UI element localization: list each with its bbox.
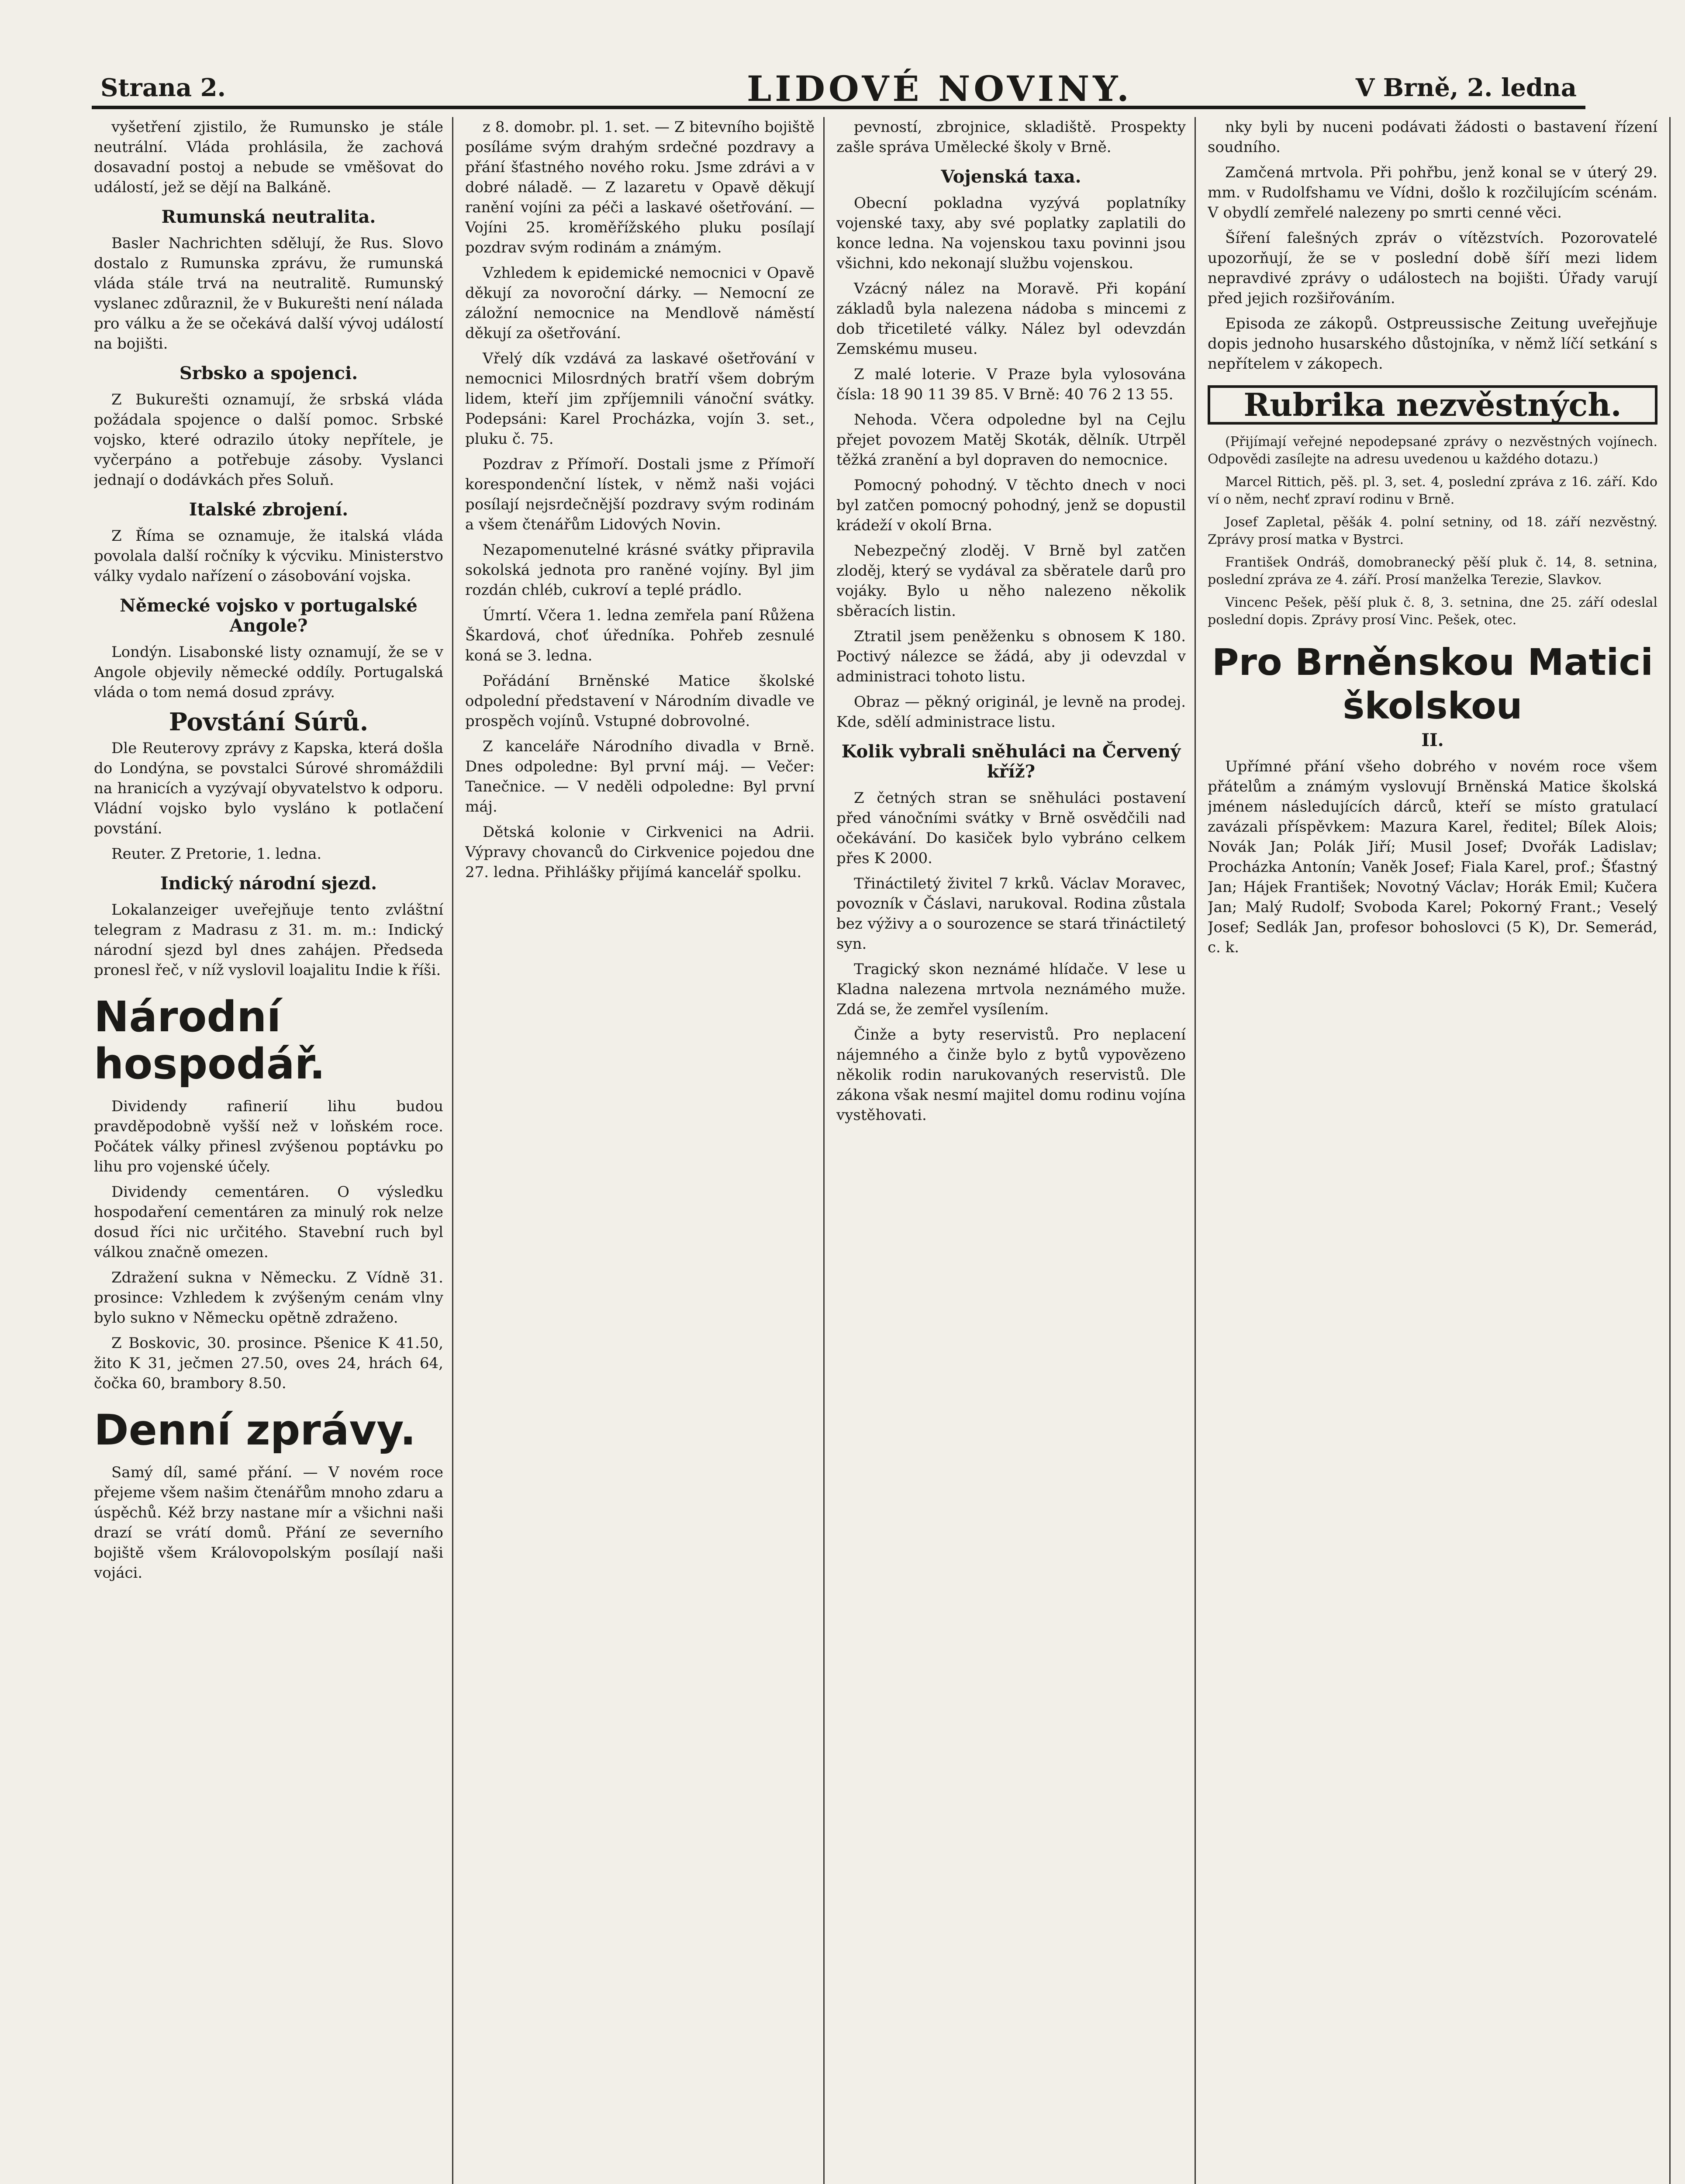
section-heading: Povstání Súrů.	[169, 708, 369, 736]
notice-paragraph: (Přijímají veřejné nepodepsané zprávy o nezvěstných vojínech. Odpovědi zasílejte na adresu uvedenou u každého dotazu.)	[1208, 434, 1657, 467]
masthead-title: LIDOVÉ NOVINY.	[747, 68, 1133, 109]
article-paragraph: nky byli by nuceni podávati žádosti o bastavení řízení soudního.	[1208, 118, 1657, 156]
article-paragraph: Dividendy rafinerií lihu budou pravděpodobně vyšší než v loňském roce. Počátek války přinesl zvýšenou poptávku po lihu pro vojenské účely.	[94, 1098, 443, 1175]
column-4	[1208, 117, 1657, 2184]
section-heading: Italské zbrojení.	[189, 499, 349, 520]
section-heading: Rumunská neutralita.	[161, 207, 376, 227]
article-paragraph: Šíření falešných zpráv o vítězstvích. Pozorovatelé upozorňují, že se v poslední době šíří mezi lidem nepravdivé zprávy o událostech na bojišti. Úřady varují před jejich rozšiřováním.	[1208, 229, 1657, 307]
section-heading: Kolik vybrali sněhuláci na Červený kříž?	[841, 741, 1181, 782]
section-heading: Vojenská taxa.	[941, 166, 1081, 187]
article-paragraph: Vřelý dík vzdává za laskavé ošetřování v nemocnici Milosrdných bratří všem dobrým lidem, kteří jim zpříjemnili vánoční svátky. Podepsáni: Karel Procházka, vojín 3. set., pluku č. 75.	[465, 350, 815, 448]
article-paragraph: Ztratil jsem peněženku s obnosem K 180. Poctivý nálezce se žádá, aby ji odevzdal v administraci tohoto listu.	[836, 628, 1186, 685]
section-heading: Srbsko a spojenci.	[179, 363, 358, 384]
article-paragraph: Pozdrav z Přímoří. Dostali jsme z Přímoří korespondenční lístek, v němž naši vojáci posílají nejsrdečnější pozdravy svým rodinám a všem čtenářům Lidových Novin.	[465, 456, 815, 533]
article-paragraph: Zamčená mrtvola. Při pohřbu, jenž konal se v úterý 29. mm. v Rudolfshamu ve Vídni, došlo k rozčilujícím scénám. V obydlí zemřelé nalezeny po smrti cenné věci.	[1208, 164, 1657, 221]
column-rule	[823, 117, 825, 2184]
article-paragraph: z 8. domobr. pl. 1. set. — Z bitevního bojiště posíláme svým drahým srdečné pozdravy a přání šťastného nového roku. Jsme zdrávi a v dobré náladě. — Z lazaretu v Opavě děkují ranění vojíni za péči a laskavé ošetřování. — Vojíni 25. kroměřížského pluku posílají pozdrav svým rodinám a známým.	[465, 118, 815, 256]
article-paragraph: Nehoda. Včera odpoledne byl na Cejlu přejet povozem Matěj Skoták, dělník. Utrpěl těžká zranění a byl dopraven do nemocnice.	[836, 411, 1186, 469]
column-2	[465, 117, 815, 2184]
article-paragraph: Tragický skon neznámé hlídače. V lese u Kladna nalezena mrtvola neznámého muže. Zdá se, že zemřel vysílením.	[836, 961, 1186, 1018]
article-paragraph: Z Říma se oznamuje, že italská vláda povolala další ročníky k výcviku. Ministerstvo války vydalo nařízení o zásobování vojska.	[94, 527, 443, 585]
section-banner: Pro Brněnskou Matici školskou	[1212, 641, 1654, 727]
section-banner: Denní zprávy.	[94, 1406, 416, 1455]
article-paragraph: Obraz — pěkný originál, je levně na prodej. Kde, sdělí administrace listu.	[836, 693, 1186, 731]
page-header	[92, 66, 1585, 109]
notice-paragraph: František Ondráš, domobranecký pěší pluk č. 14, 8. setnina, poslední zpráva ze 4. září. Prosí manželka Terezie, Slavkov.	[1208, 555, 1657, 587]
boxed-heading: Rubrika nezvěstných.	[1208, 385, 1657, 425]
section-banner: Národní hospodář.	[94, 992, 325, 1089]
article-paragraph: Pomocný pohodný. V těchto dnech v noci byl zatčen pomocný pohodný, jenž se dopustil krádeží v okolí Brna.	[836, 477, 1186, 534]
issue-date: V Brně, 2. ledna	[1355, 73, 1577, 102]
adjacent-page-edge	[1669, 117, 1684, 2184]
notice-paragraph: Marcel Rittich, pěš. pl. 3, set. 4, poslední zpráva z 16. září. Kdo ví o něm, nechť zpraví rodinu v Brně.	[1208, 474, 1657, 507]
article-paragraph: vyšetření zjistilo, že Rumunsko je stále neutrální. Vláda prohlásila, že zachová dosavadní postoj a nebude se vměšovat do událostí, jež se dějí na Balkáně.	[94, 118, 443, 196]
article-paragraph: Zdražení sukna v Německu. Z Vídně 31. prosince: Vzhledem k zvýšeným cenám vlny bylo sukno v Německu opětně zdraženo.	[94, 1269, 443, 1327]
article-paragraph: Dětská kolonie v Cirkvenici na Adrii. Výpravy chovanců do Cirkvenice pojedou dne 27. ledna. Přihlášky přijímá kancelář spolku.	[465, 823, 815, 881]
column-3	[836, 117, 1186, 2184]
section-heading: Německé vojsko v portugalské Angole?	[120, 595, 418, 636]
section-number: II.	[1421, 730, 1444, 750]
notice-paragraph: Vincenc Pešek, pěší pluk č. 8, 3. setnina, dne 25. září odeslal poslední dopis. Zprávy prosí Vinc. Pešek, otec.	[1208, 595, 1657, 628]
article-paragraph: Z kanceláře Národního divadla v Brně. Dnes odpoledne: Byl první máj. — Večer: Tanečnice. — V neděli odpoledne: Byl první máj.	[465, 738, 815, 816]
column-rule	[1195, 117, 1196, 2184]
article-paragraph: pevností, zbrojnice, skladiště. Prospekty zašle správa Umělecké školy v Brně.	[836, 118, 1186, 156]
article-paragraph: Samý díl, samé přání. — V novém roce přejeme všem našim čtenářům mnoho zdaru a úspěchů. Kéž brzy nastane mír a všichni naši drazí se vrátí domů. Přání ze severního bojiště všem Královopolským posílají naši vojáci.	[94, 1464, 443, 1582]
article-paragraph: Londýn. Lisabonské listy oznamují, že se v Angole objevily německé oddíly. Portugalská vláda o tom nemá dosud zprávy.	[94, 643, 443, 701]
article-paragraph: Basler Nachrichten sdělují, že Rus. Slovo dostalo z Rumunska zprávu, že rumunská vláda stále trvá na neutralitě. Rumunský vyslanec zdůraznil, že v Bukurešti není nálada pro válku a že se očekává další vývoj událostí na bojišti.	[94, 235, 443, 352]
article-paragraph: Nezapomenutelné krásné svátky připravila sokolská jednota pro raněné vojíny. Byl jim rozdán chléb, cukroví a teplé prádlo.	[465, 541, 815, 599]
article-paragraph: Vzácný nález na Moravě. Při kopání základů byla nalezena nádoba s mincemi z dob třicetileté války. Nález byl odevzdán Zemskému museu.	[836, 280, 1186, 358]
article-paragraph: Třináctiletý živitel 7 krků. Václav Moravec, povozník v Čáslavi, narukoval. Rodina zůstala bez výživy a o sourozence se stará třináctiletý syn.	[836, 875, 1186, 953]
page-number: Strana 2.	[100, 73, 226, 102]
article-paragraph: Nebezpečný zloděj. V Brně byl zatčen zloděj, který se vydával za sběratele darů pro vojáky. Bylo u něho nalezeno několik sběracích listin.	[836, 542, 1186, 620]
column-1	[94, 117, 443, 2184]
article-paragraph: Z četných stran se sněhuláci postavení před vánočními svátky v Brně osvědčili nad očekávání. Do kasiček bylo vybráno celkem přes K 2000.	[836, 789, 1186, 867]
article-paragraph: Vzhledem k epidemické nemocnici v Opavě děkují za novoroční dárky. — Nemocní ze záložní nemocnice na Mendlově náměstí děkují za ošetřování.	[465, 264, 815, 342]
section-heading: Indický národní sjezd.	[160, 873, 377, 894]
article-paragraph: Z Boskovic, 30. prosince. Pšenice K 41.50, žito K 31, ječmen 27.50, oves 24, hrách 64, čočka 60, brambory 8.50.	[94, 1334, 443, 1392]
article-paragraph: Z malé loterie. V Praze byla vylosována čísla: 18 90 11 39 85. V Brně: 40 76 2 13 55.	[836, 366, 1186, 403]
article-paragraph: Úmrtí. Včera 1. ledna zemřela paní Růžena Škardová, choť úředníka. Pohřeb zesnulé koná se 3. ledna.	[465, 607, 815, 664]
article-paragraph: Pořádání Brněnské Matice školské odpolední představení v Národním divadle ve prospěch vojínů. Vstupné dobrovolné.	[465, 672, 815, 730]
article-paragraph: Episoda ze zákopů. Ostpreussische Zeitung uveřejňuje dopis jednoho husarského důstojníka, v němž líčí setkání s nepřítelem v zákopech.	[1208, 315, 1657, 373]
article-paragraph: Dle Reuterovy zprávy z Kapska, která došla do Londýna, se povstalci Súrové shromáždili na hranicích a vyzývají obyvatelstvo k odporu. Vládní vojsko bylo vysláno k potlačení povstání.	[94, 740, 443, 837]
article-paragraph: Lokalanzeiger uveřejňuje tento zvláštní telegram z Madrasu z 31. m. m.: Indický národní sjezd byl dnes zahájen. Předseda pronesl řeč, v níž vyslovil loajalitu Indie k říši.	[94, 901, 443, 979]
notice-paragraph: Josef Zapletal, pěšák 4. polní setniny, od 18. září nezvěstný. Zprávy prosí matka v Bystrci.	[1208, 515, 1657, 547]
article-paragraph: Upřímné přání všeho dobrého v novém roce všem přátelům a známým vyslovují Brněnská Matice školská jménem následujících dárců, kteří se místo gratulací zavázali příspěvkem: Mazura Karel, ředitel; Bílek Alois; Novák Jan; Polák Jiří; Musil Josef; Dvořák Ladislav; Procházka Antonín; Vaněk Josef; Fiala Karel, prof.; Šťastný Jan; Hájek František; Novotný Václav; Horák Emil; Kučera Jan; Malý Rudolf; Svoboda Karel; Pokorný Frant.; Veselý Josef; Sedlák Jan, profesor bohoslovci (5 K), Dr. Semerád, c. k.	[1208, 758, 1657, 956]
article-paragraph: Dividendy cementáren. O výsledku hospodaření cementáren za minulý rok nelze dosud říci nic určitého. Stavební ruch byl válkou značně omezen.	[94, 1183, 443, 1261]
article-paragraph: Reuter. Z Pretorie, 1. ledna.	[111, 845, 322, 863]
column-rule	[452, 117, 453, 2184]
article-paragraph: Obecní pokladna vyzývá poplatníky vojenské taxy, aby své poplatky zaplatili do konce ledna. Na vojenskou taxu povinni jsou všichni, kdo nekonají službu vojenskou.	[836, 194, 1186, 272]
article-paragraph: Činže a byty reservistů. Pro neplacení nájemného a činže bylo z bytů vypovězeno několik rodin narukovaných reservistů. Dle zákona však nesmí majitel domu rodinu vojína vystěhovati.	[836, 1026, 1186, 1124]
article-paragraph: Z Bukurešti oznamují, že srbská vláda požádala spojence o další pomoc. Srbské vojsko, které odrazilo útoky nepřítele, je vyčerpáno a potřebuje zásoby. Vyslanci jednají o dodávkách přes Soluň.	[94, 391, 443, 489]
